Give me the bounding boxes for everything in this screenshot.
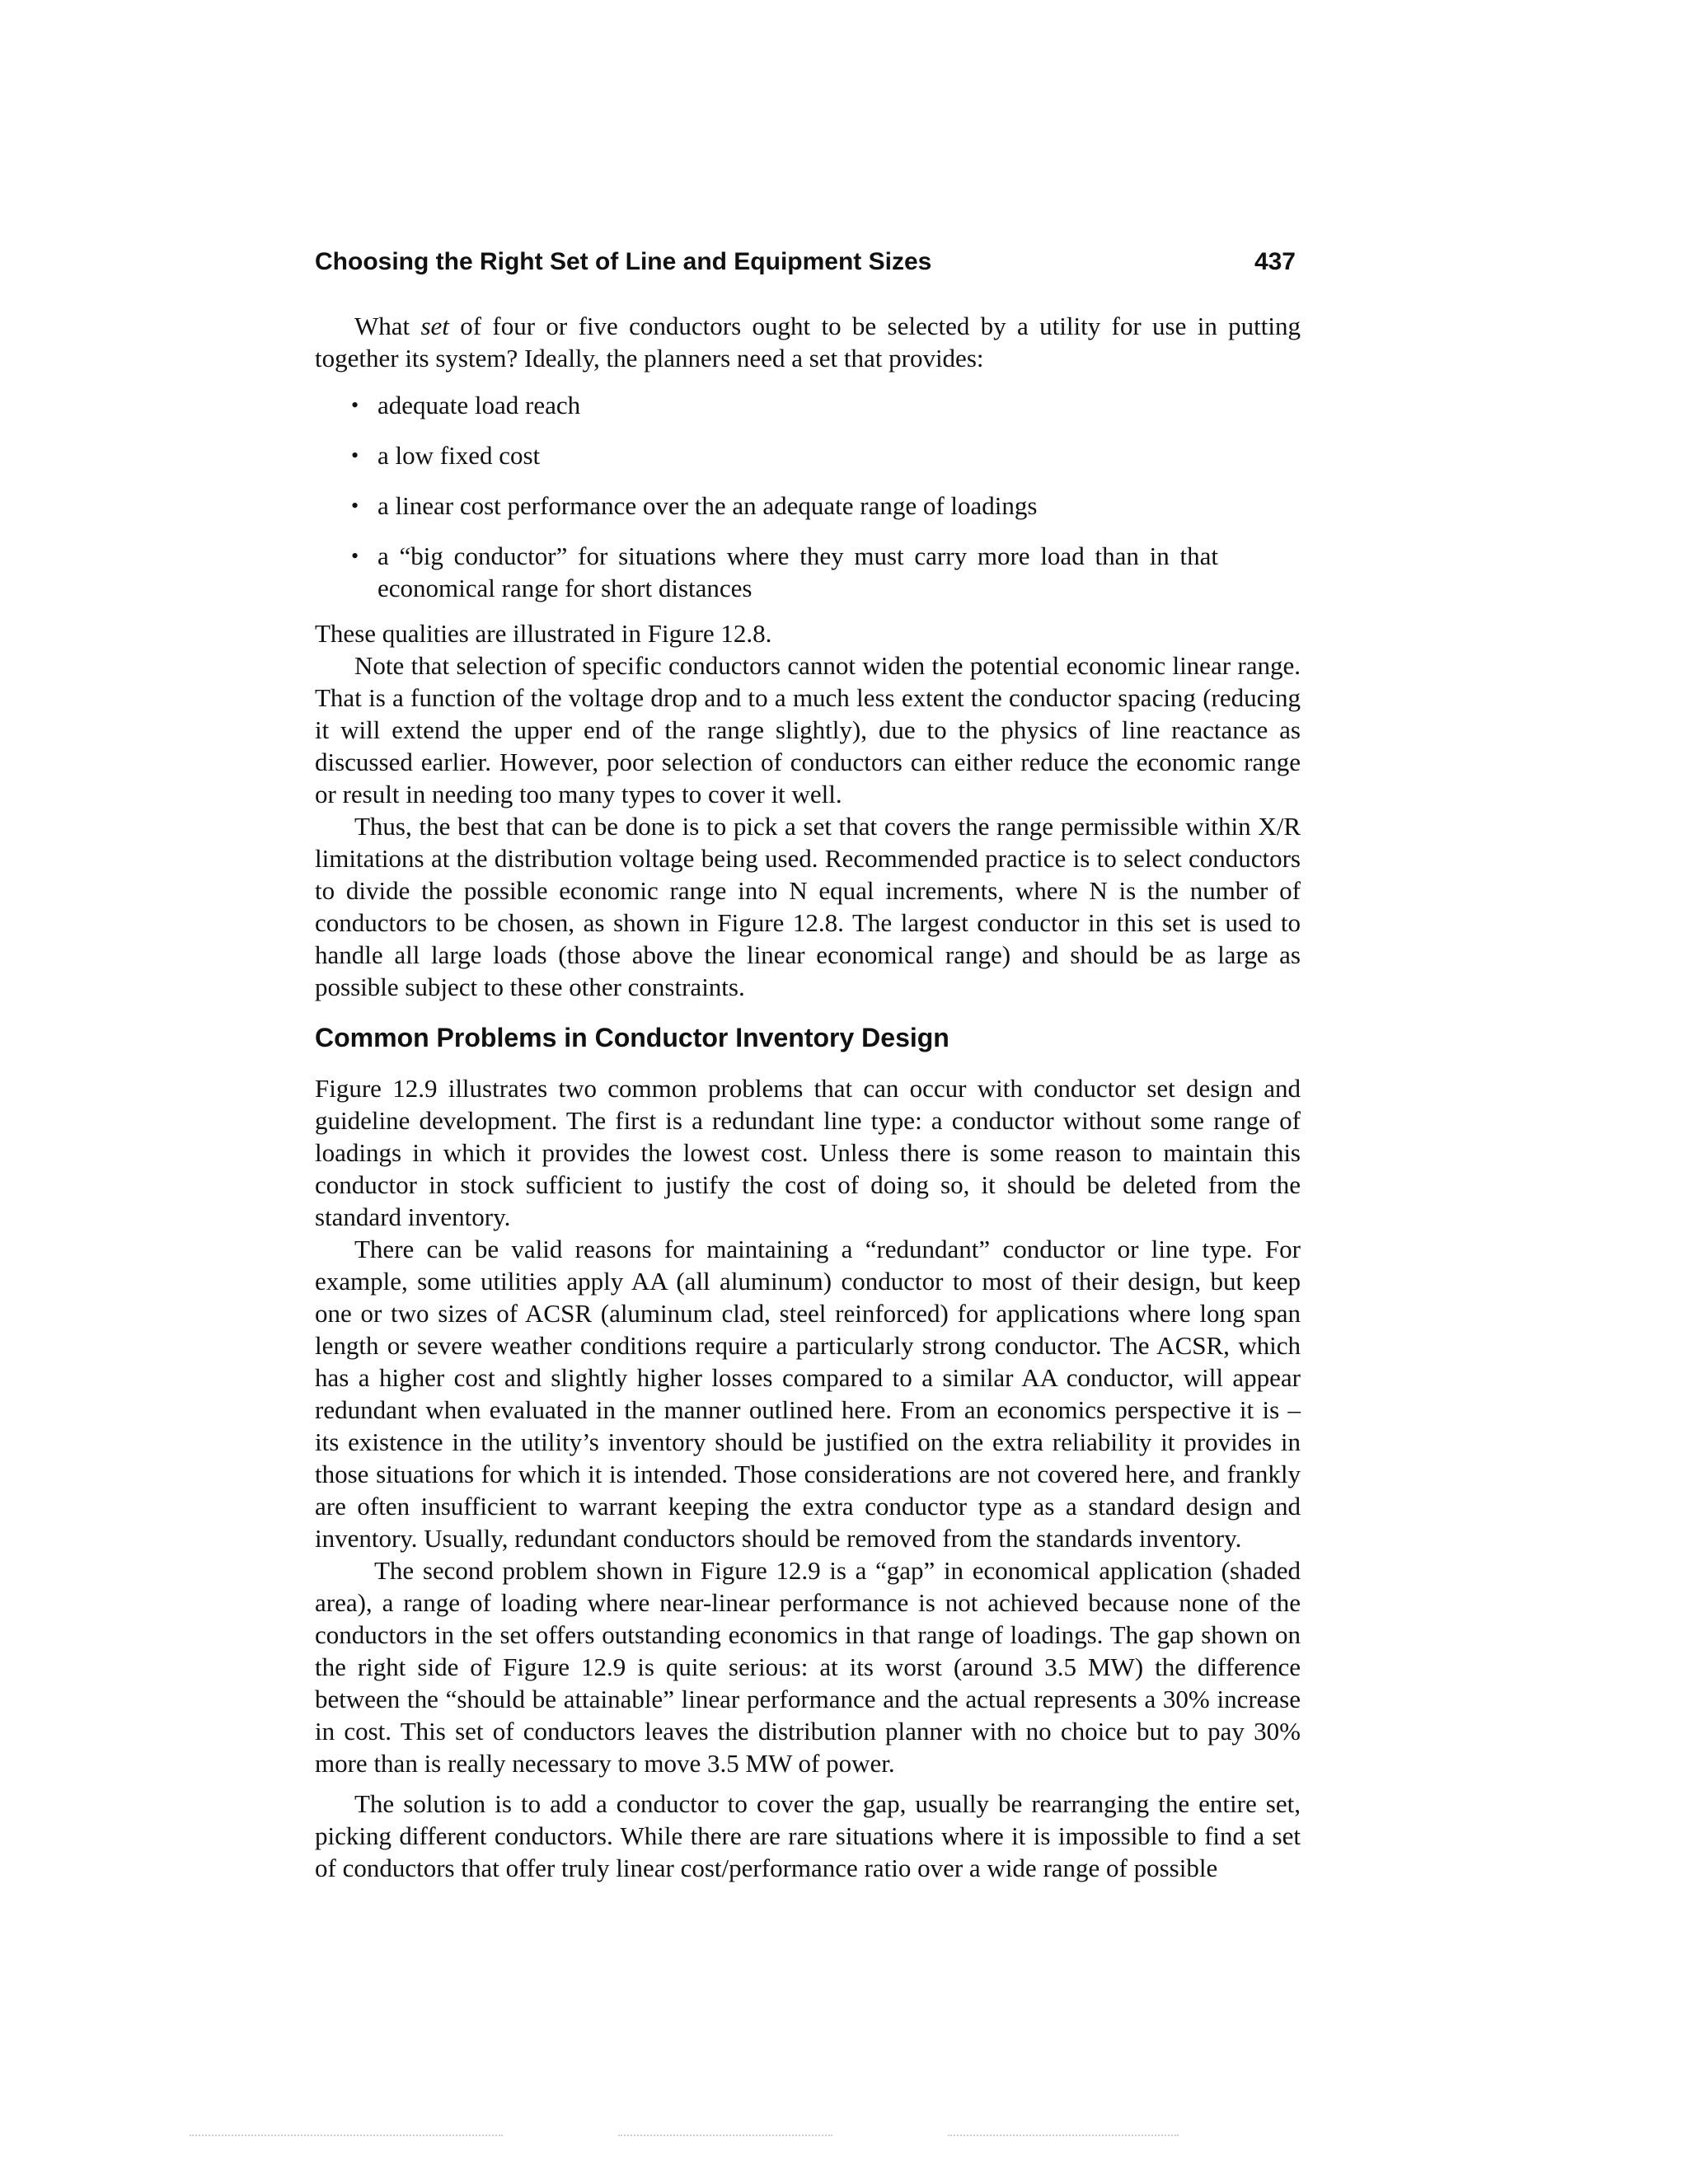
bullet-icon: • [351, 544, 359, 568]
bullet-icon: • [351, 494, 359, 518]
intro-paragraph [315, 310, 1301, 374]
intro-text-end: of four or five conductors ought to be selected by a utility for use in putting together its system? Ideally, the planners need a set that provides: [315, 312, 1301, 373]
body-paragraph: The solution is to add a conductor to cover the gap, usually be rearranging the entire set, picking different conductors. While there are rare situations where it is impossible to find a set of conductors that offer truly linear cost/performance ratio over a wide range of possible [315, 1789, 1301, 1882]
section-heading: Common Problems in Conductor Inventory Design [315, 1023, 950, 1052]
bullet-icon: • [351, 393, 359, 417]
body-paragraph: Note that selection of specific conductors cannot widen the potential economic linear range. That is a function of the voltage drop and to a much less extent the conductor spacing (reducing it will extend the upper end of the range slightly), due to the physics of line reactance as discussed earlier. However, poor selection of conductors can either reduce the economic range or result in needing too many types to cover it well. [315, 651, 1301, 808]
list-item [351, 490, 1218, 522]
list-item-text: a low fixed cost [377, 441, 541, 470]
book-page [315, 247, 1301, 1884]
list-item [351, 540, 1218, 604]
body-paragraph: Figure 12.9 illustrates two common problems that can occur with conductor set design and guideline development. The first is a redundant line type: a conductor without some range of loadings in which it provides the lowest cost. Unless there is some reason to maintain this conductor in stock sufficient to justify the cost of doing so, it should be deleted from the standard inventory. [315, 1074, 1301, 1231]
page-number: 437 [1254, 248, 1296, 275]
qualities-list [315, 389, 1301, 604]
body-paragraph: Thus, the best that can be done is to pick a set that covers the range permissible within X/R limitations at the distribution voltage being used. Recommended practice is to select conductors to divide the possible economic range into N equal increments, where N is the number of conductors to be chosen, as shown in Figure 12.8. The largest conductor in this set is used to handle all large loads (those above the linear economical range) and should be as large as possible subject to these other constraints. [315, 812, 1301, 1001]
list-item [351, 389, 1218, 421]
body-paragraph: These qualities are illustrated in Figure 12.8. [315, 619, 772, 648]
intro-text-start: What [354, 312, 421, 340]
list-item [351, 439, 1218, 471]
list-item-text: adequate load reach [377, 391, 581, 419]
list-item-text: a linear cost performance over the an adequate range of loadings [377, 491, 1038, 520]
intro-italic-word: set [420, 312, 449, 340]
running-header [315, 247, 1301, 277]
list-item-text: a “big conductor” for situations where they must carry more load than in that economical range for short distances [377, 541, 1218, 602]
scan-artifact-line [190, 2135, 1475, 2137]
body-paragraph: The second problem shown in Figure 12.9 is a “gap” in economical application (shaded area), a range of loading where near-linear performance is not achieved because none of the conductors in the set offers outstanding economics in that range of loadings. The gap shown on the right side of Figure 12.9 is quite serious: at its worst (around 3.5 MW) the difference between the “should be attainable” linear performance and the actual represents a 30% increase in cost. This set of conductors leaves the distribution planner with no choice but to pay 30% more than is really necessary to move 3.5 MW of power. [315, 1556, 1301, 1778]
bullet-icon: • [351, 443, 359, 467]
body-paragraph: There can be valid reasons for maintaining a “redundant” conductor or line type. For example, some utilities apply AA (all aluminum) conductor to most of their design, but keep one or two sizes of ACSR (aluminum clad, steel reinforced) for applications where long span length or severe weather conditions require a particularly strong conductor. The ACSR, which has a higher cost and slightly higher losses compared to a similar AA conductor, will appear redundant when evaluated in the manner outlined here. From an economics perspective it is – its existence in the utility’s inventory should be justified on the extra reliability it provides in those situations for which it is intended. Those considerations are not covered here, and frankly are often insufficient to warrant keeping the extra conductor type as a standard design and inventory. Usually, redundant conductors should be removed from the standards inventory. [315, 1235, 1301, 1553]
running-header-title: Choosing the Right Set of Line and Equipment Sizes [315, 248, 932, 275]
